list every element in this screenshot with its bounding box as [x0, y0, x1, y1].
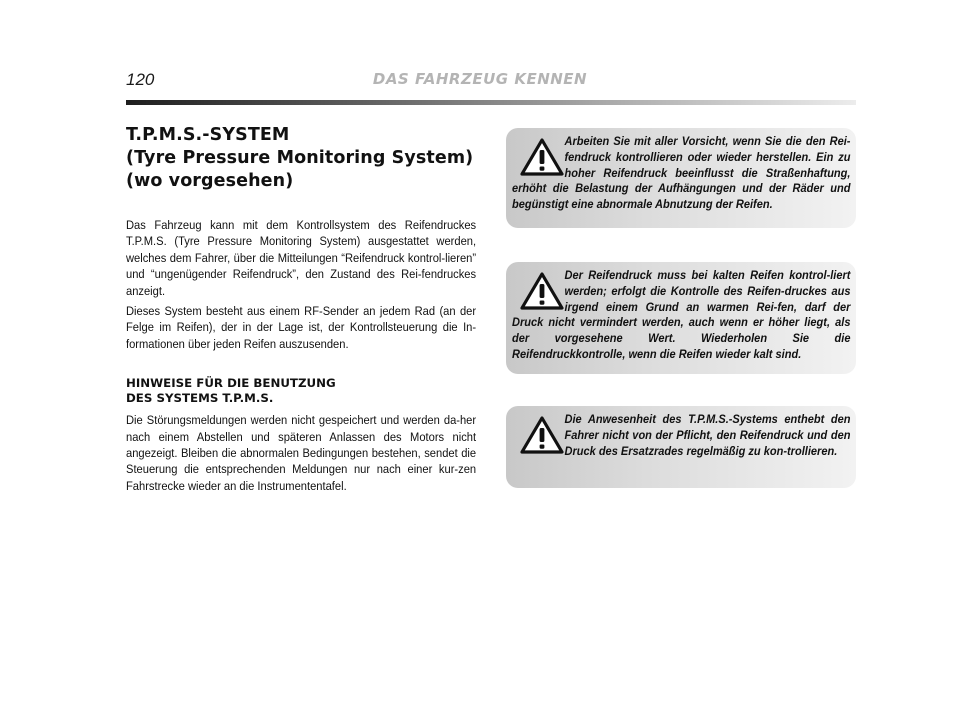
warning-box	[506, 406, 856, 488]
header-rule	[126, 100, 856, 105]
intro-paragraph: Das Fahrzeug kann mit dem Kontrollsystem des Reifendruckes T.P.M.S. (Tyre Pressure Monitoring System) ausgestattet werden, welches dem Fahrer, über die Mitteilungen “Reifendruck kontrol-lieren” und “ungenügender Reifendruck”, den Zustand des Rei-fendruckes anzeigt.	[126, 218, 477, 298]
main-column	[126, 124, 476, 494]
system-paragraph: Dieses System besteht aus einem RF-Sender an jedem Rad (an der Felge im Reifen), der in der Lage ist, der Kontrollsteuerung die In-formationen über jeden Reifen auszusenden.	[126, 304, 477, 351]
section-title	[126, 124, 476, 193]
section-title-line: (wo vorgesehen)	[126, 171, 294, 191]
section-title-line: T.P.M.S.-SYSTEM	[126, 125, 290, 145]
warning-box	[506, 128, 856, 228]
running-header: DAS FAHRZEUG KENNEN	[372, 70, 588, 88]
warning-box	[506, 262, 856, 374]
warning-text: Der Reifendruck muss bei kalten Reifen kontrol-liert werden; erfolgt die Kontrolle des Reifen-druckes aus irgend einem Grund an warmen Rei-fen, darf der Druck nicht vermindert werden, auch wenn er höher liegt, als der vorgesehene Wert. Wiederholen Sie die Reifendruckkontrolle, wenn die Reifen wieder kalt sind.	[512, 268, 851, 361]
subsection-title-line: HINWEISE FÜR DIE BENUTZUNG	[126, 376, 336, 391]
usage-paragraph: Die Störungsmeldungen werden nicht gespeichert und werden da-her nach einem Abstellen und späteren Anlassen des Motors nicht angezeigt. Bleiben die abnormalen Bedingungen bestehen, sendet die Steuerung die entsprechenden Meldungen nur nach einer kur-zen Fahrstrecke wieder an die Instrumententafel.	[126, 413, 477, 493]
warning-text: Arbeiten Sie mit aller Vorsicht, wenn Sie die den Rei-fendruck kontrollieren oder wieder herstellen. Ein zu hoher Reifendruck beeinflusst die Straßenhaftung, erhöht die Belastung der Aufhängungen und der Räder und begünstigt eine abnormale Abnutzung der Reifen.	[512, 134, 851, 212]
page-number: 120	[126, 70, 155, 89]
section-title-line: (Tyre Pressure Monitoring System)	[126, 148, 474, 168]
subsection-title-line: DES SYSTEMS T.P.M.S.	[126, 391, 274, 406]
subsection-title	[126, 376, 476, 406]
warning-text: Die Anwesenheit des T.P.M.S.-Systems enthebt den Fahrer nicht von der Pflicht, den Reifendruck und den Druck des Ersatzrades regelmäßig zu kon-trollieren.	[564, 412, 851, 458]
